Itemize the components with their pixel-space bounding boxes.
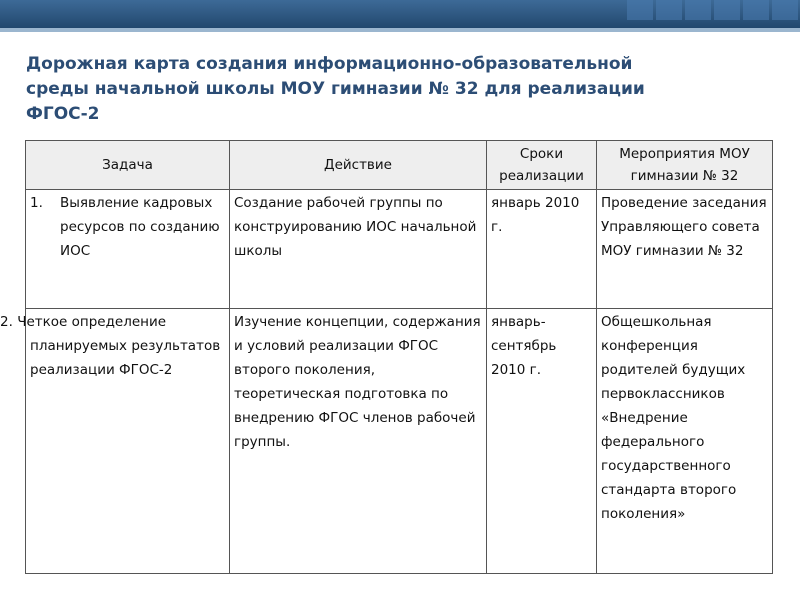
deadline-cell: январь 2010 г. <box>487 190 597 309</box>
deadline-cell: январь-сентябрь 2010 г. <box>487 309 597 574</box>
table-row <box>26 190 773 309</box>
events-cell: Общешкольная конференция родителей будущих первоклассников «Внедрение федерального государственного стандарта второго поколения» <box>597 309 773 574</box>
task-cell <box>0 309 230 574</box>
header-decoration <box>578 0 800 20</box>
header-stripe <box>0 28 800 32</box>
header-deadline: Сроки реализации <box>487 141 597 190</box>
task-number: 2. <box>0 314 13 330</box>
task-text: Четкое определение планируемых результатов реализации ФГОС-2 <box>17 314 221 378</box>
events-cell: Проведение заседания Управляющего совета МОУ гимназии № 32 <box>597 190 773 309</box>
action-cell: Изучение концепции, содержания и условий реализации ФГОС второго поколения, теоретическая подготовка по внедрению ФГОС членов рабочей группы. <box>230 309 487 574</box>
roadmap-table <box>0 140 773 574</box>
header-band <box>0 0 800 28</box>
header-events: Мероприятия МОУ гимназии № 32 <box>597 141 773 190</box>
table-row <box>26 309 773 574</box>
slide-title: Дорожная карта создания информационно-образовательной среды начальной школы МОУ гимназии № 32 для реализации ФГОС-2 <box>26 54 645 124</box>
header-action: Действие <box>230 141 487 190</box>
action-cell: Создание рабочей группы по конструированию ИОС начальной школы <box>230 190 487 309</box>
header-task: Задача <box>26 141 230 190</box>
task-number: 1. <box>30 195 43 211</box>
table-header-row <box>26 141 773 190</box>
task-cell <box>26 190 230 309</box>
task-text: Выявление кадровых ресурсов по созданию ИОС <box>60 195 220 259</box>
